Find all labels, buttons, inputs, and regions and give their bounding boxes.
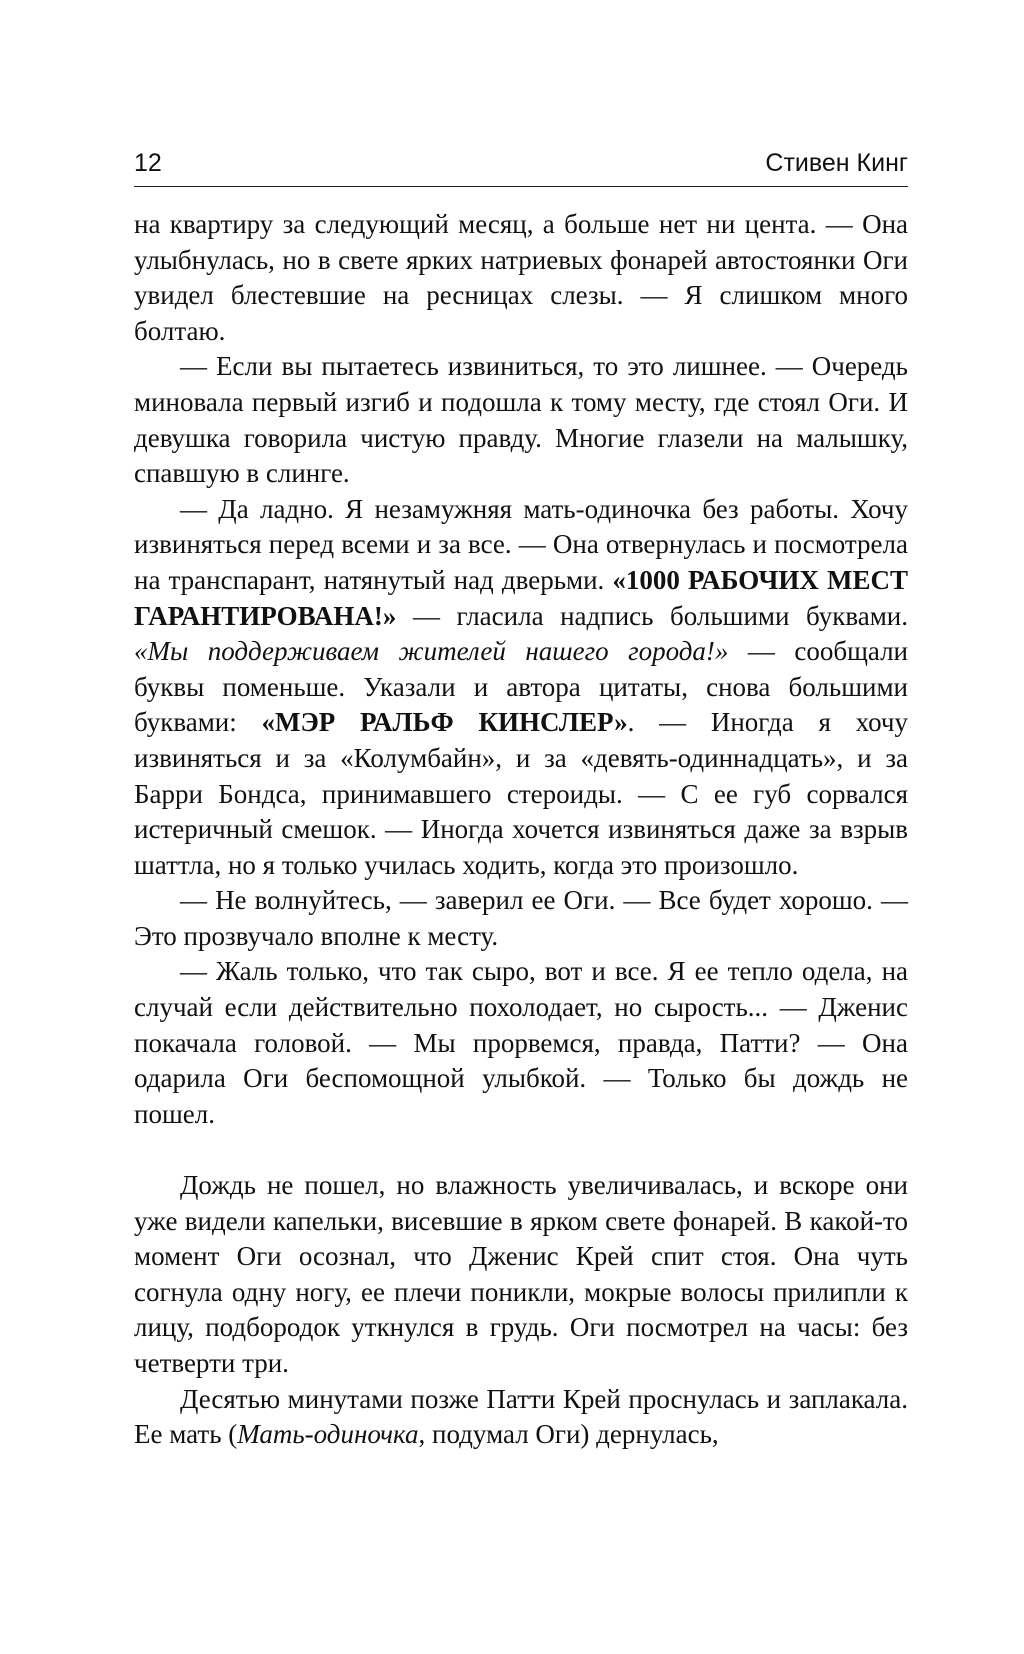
- book-page: [134, 148, 908, 1453]
- body-text: [134, 207, 908, 1453]
- paragraph-2: — Если вы пытаетесь извиниться, то это лишнее. — Очередь миновала первый изгиб и подошла к тому месту, где стоял Оги. И девушка говорила чистую правду. Многие глазели на малышку, спавшую в слинге.: [134, 351, 908, 489]
- paragraph-1: на квартиру за следующий месяц, а больше нет ни цента. — Она улыбнулась, но в свете ярких натриевых фонарей автостоянки Оги увидел блестевшие на ресницах слезы. — Я слишком много болтаю.: [134, 209, 908, 346]
- paragraph-3-text: — Да ладно. Я незамужняя мать-одиночка без работы. Хочу извиняться перед всеми и за все. — Она отвернулась и посмотрела на транспарант, натянутый над дверьми.: [134, 493, 908, 595]
- paragraph-4: — Не волнуйтесь, — заверил ее Оги. — Все будет хорошо. — Это прозвучало вполне к месту.: [134, 885, 908, 951]
- page-number: 12: [134, 149, 162, 177]
- paragraph-7-text: , подумал Оги) дернулась,: [418, 1419, 719, 1450]
- running-head: [134, 148, 908, 187]
- italic-phrase: Мать-одиночка: [237, 1419, 419, 1450]
- paragraph-3-text: — гласила надпись большими буквами.: [396, 600, 908, 631]
- running-head-author: Стивен Кинг: [765, 149, 908, 177]
- paragraph-5: — Жаль только, что так сыро, вот и все. Я ее тепло одела, на случай если действительно похолодает, но сырость... — Дженис покачала головой. — Мы прорвемся, правда, Патти? — Она одарила Оги беспомощной улыбкой. — Только бы дождь не пошел.: [134, 956, 908, 1129]
- banner-author: «МЭР РАЛЬФ КИНСЛЕР»: [261, 707, 628, 738]
- paragraph-3-text: — сообщали буквы поменьше. Указали и автора цитаты, снова большими буквами:: [134, 636, 909, 738]
- paragraph-6: Дождь не пошел, но влажность увеличивалась, и вскоре они уже видели капельки, висевшие в ярком свете фонарей. В какой-то момент Оги осознал, что Дженис Крей спит стоя. Она чуть согнула одну ногу, ее плечи поникли, мокрые волосы прилипли к лицу, подбородок уткнулся в грудь. Оги посмотрел на часы: без четверти три.: [134, 1170, 908, 1378]
- banner-quote: «Мы поддерживаем жителей нашего города!»: [134, 636, 729, 667]
- paragraph-3: [134, 492, 908, 884]
- paragraph-7: [134, 1382, 908, 1453]
- paragraph-3-text: . — Иногда я хочу извиняться и за «Колумбайн», и за «девять-одиннадцать», и за Барри Бондса, принимавшего стероиды. — С ее губ сорвался истеричный смешок. — Иногда хочется извиняться даже за взрыв шаттла, но я только училась ходить, когда это произошло.: [134, 707, 908, 880]
- paragraph-7-text: Десятью минутами позже Патти Крей проснулась и заплакала. Ее мать (: [134, 1383, 908, 1450]
- banner-headline: «1000 РАБОЧИХ МЕСТ ГАРАНТИРОВАНА!»: [134, 564, 908, 631]
